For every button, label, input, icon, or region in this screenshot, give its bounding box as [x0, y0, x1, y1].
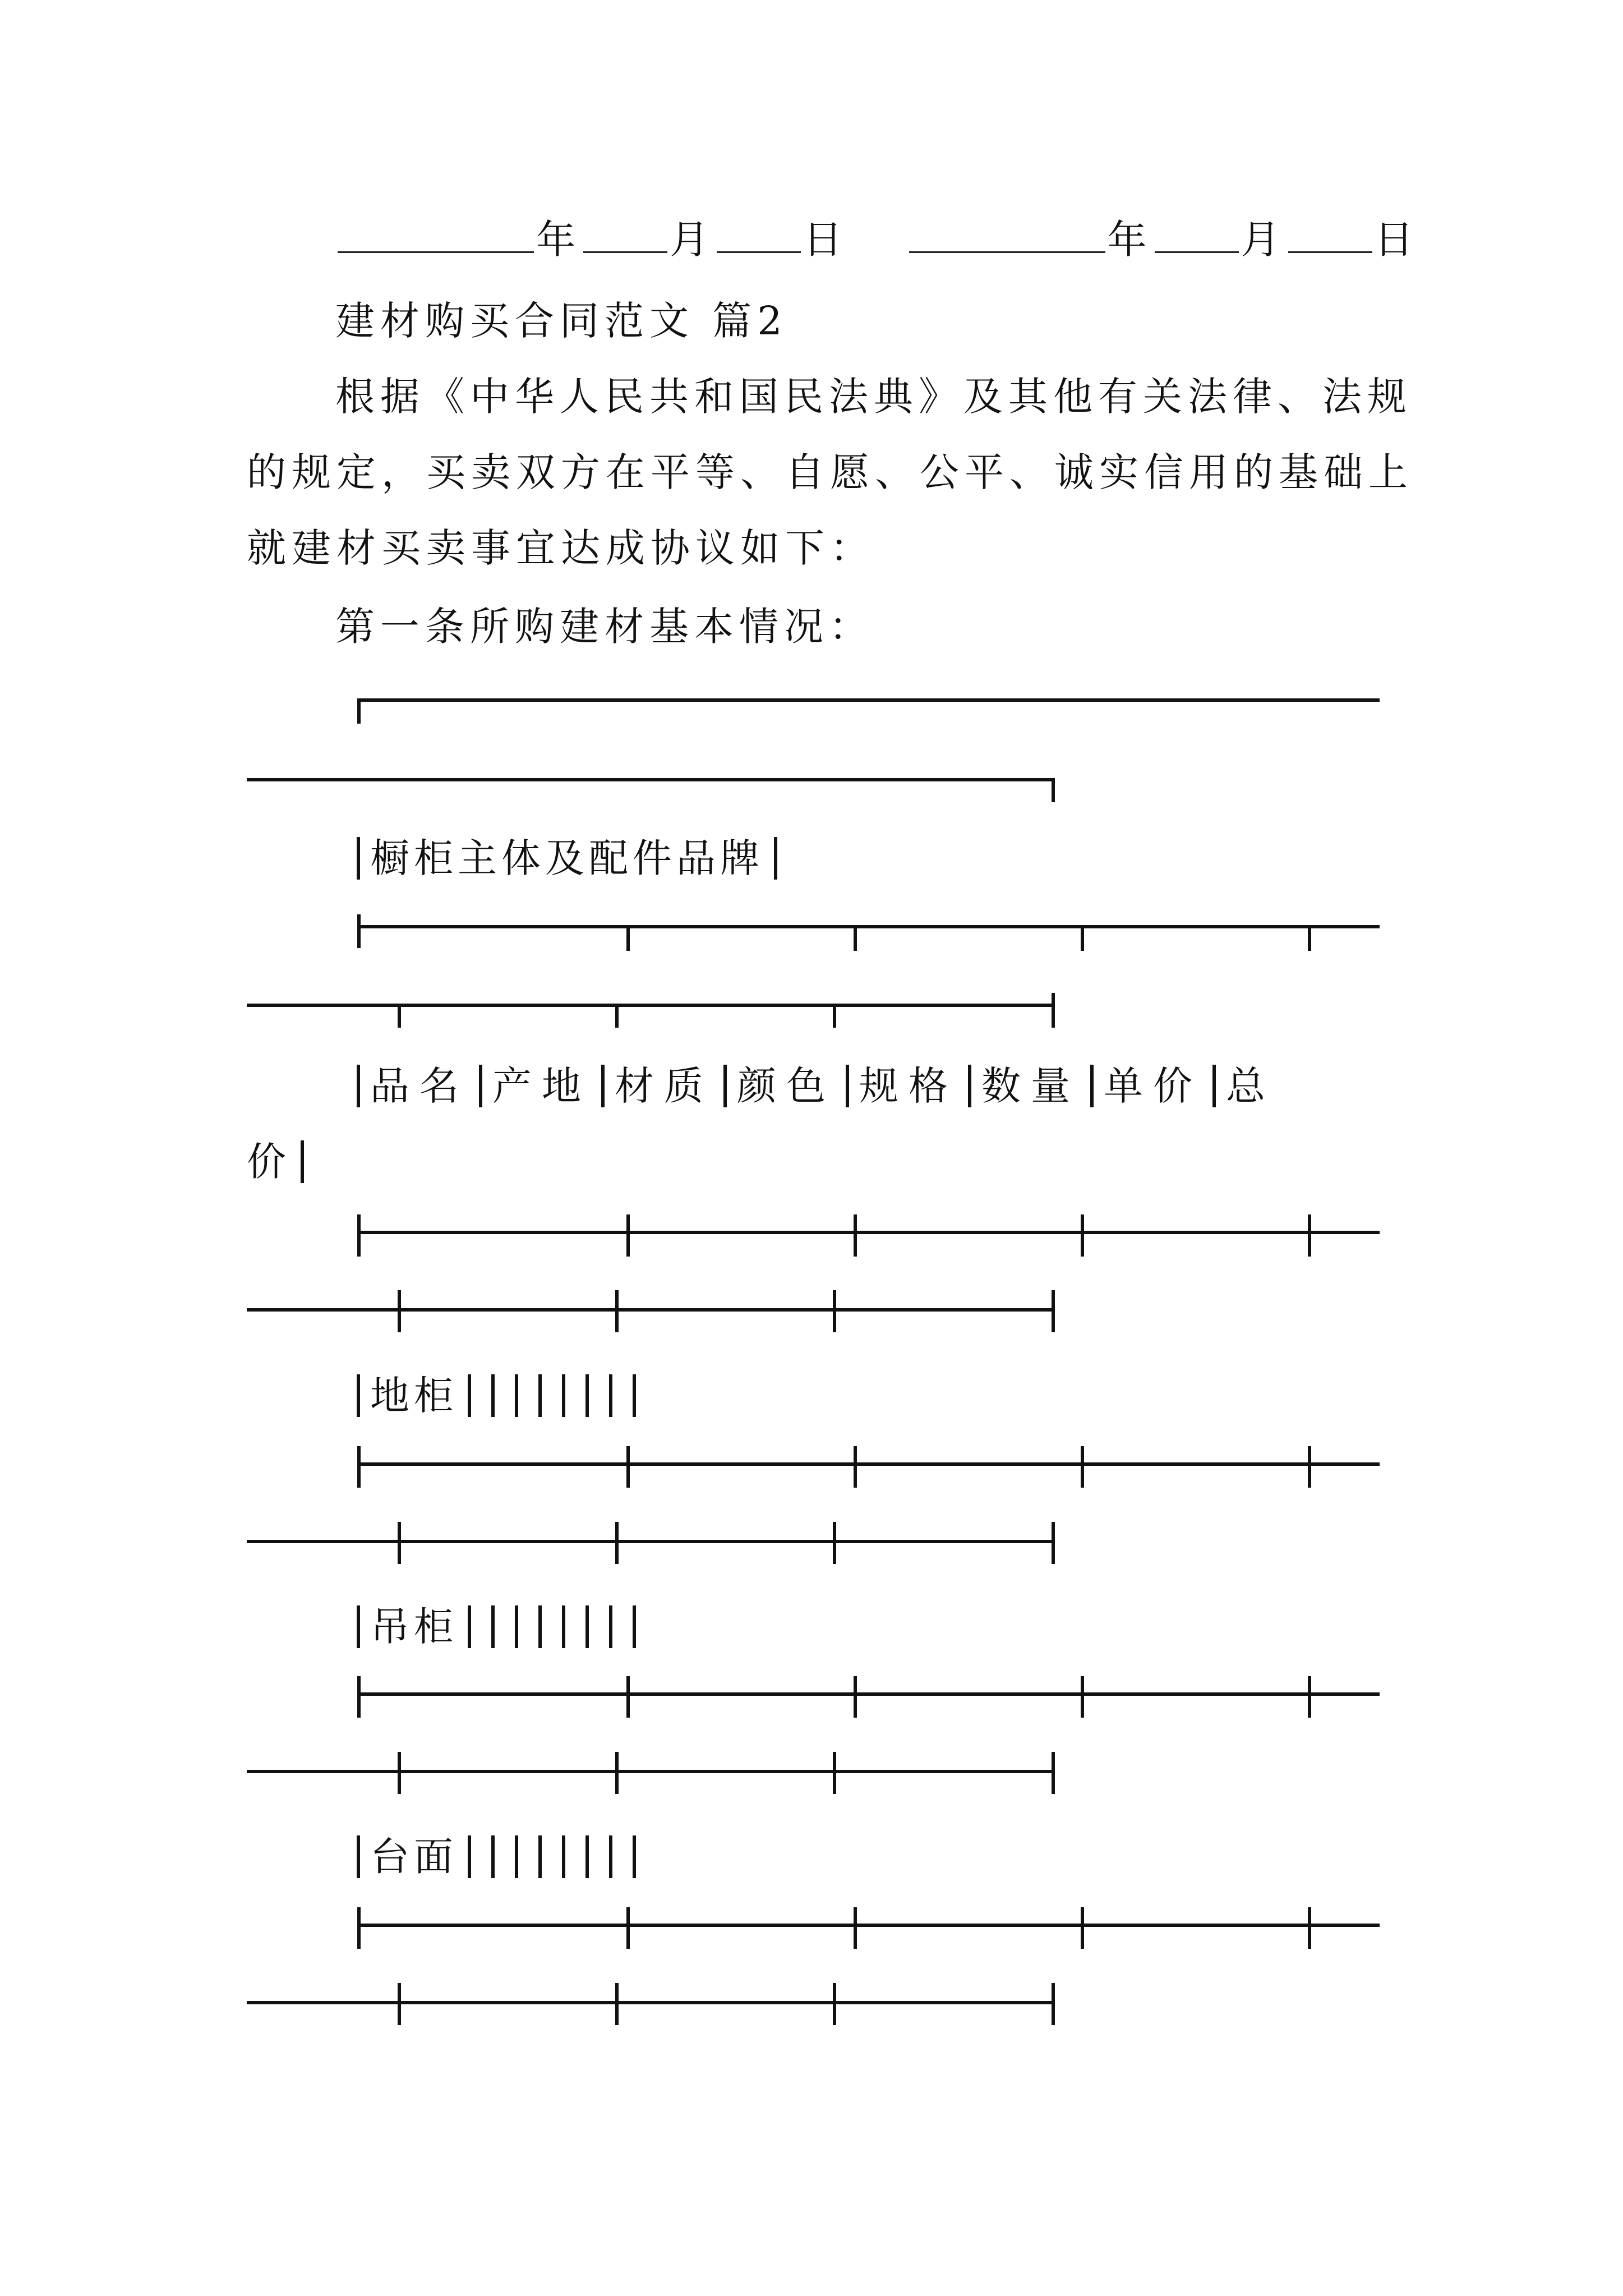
year-label-1: 年: [536, 217, 581, 263]
cell-divider: [609, 1835, 612, 1878]
table-title-row: [357, 831, 787, 882]
cell-divider: [357, 1835, 360, 1878]
cell-divider: [562, 1835, 565, 1878]
header-cell: 产地: [492, 1063, 591, 1109]
cell-divider: [968, 1065, 971, 1107]
cell-divider: [633, 1605, 636, 1648]
cell-divider: [633, 1374, 636, 1417]
cell-divider: [774, 837, 777, 880]
separator-5: [247, 1907, 1380, 2025]
table-row: [357, 1369, 646, 1419]
row-label: 台面: [370, 1834, 458, 1880]
intro-line-2: 的规定，买卖双方在平等、自愿、公平、诚实信用的基础上: [247, 449, 1413, 495]
separator-4: [247, 1676, 1380, 1794]
cell-divider: [538, 1835, 542, 1878]
header-cell: 品名: [370, 1063, 469, 1109]
cell-divider: [357, 1065, 360, 1107]
cell-divider: [633, 1835, 636, 1878]
contract-heading: 建材购买合同范文 篇2: [335, 298, 788, 344]
cell-divider: [468, 1835, 471, 1878]
cell-divider: [357, 1605, 360, 1648]
cell-divider: [468, 1374, 471, 1417]
cell-divider: [357, 1374, 360, 1417]
cell-divider: [585, 1605, 589, 1648]
header-cell: 数量: [981, 1063, 1080, 1109]
cell-divider: [491, 1374, 495, 1417]
cell-divider: [515, 1374, 518, 1417]
table-title: 橱柜主体及配件品牌: [370, 835, 764, 881]
cell-divider: [609, 1374, 612, 1417]
header-cell: 颜色: [737, 1063, 836, 1109]
table-header-row: [357, 1059, 1270, 1110]
header-cell: 材质: [615, 1063, 713, 1109]
year-label-2: 年: [1107, 217, 1152, 263]
cell-divider: [585, 1374, 589, 1417]
table-row: [357, 1600, 646, 1650]
month-label-1: 月: [670, 217, 714, 263]
cell-divider: [538, 1374, 542, 1417]
cell-divider: [562, 1374, 565, 1417]
cell-divider: [585, 1835, 589, 1878]
day-label-1: 日: [803, 217, 848, 263]
header-cell: 单价: [1104, 1063, 1202, 1109]
cell-divider: [562, 1605, 565, 1648]
row-label: 吊柜: [370, 1604, 458, 1650]
header-cell: 规格: [859, 1063, 958, 1109]
separator-2: [247, 1214, 1380, 1332]
intro-line-3: 就建材买卖事宜达成协议如下：: [247, 525, 875, 571]
header-cell: 总: [1226, 1063, 1270, 1109]
cell-divider: [515, 1835, 518, 1878]
intro-line-1: 根据《中华人民共和国民法典》及其他有关法律、法规: [335, 374, 1412, 420]
month-label-2: 月: [1241, 217, 1286, 263]
header-cell-wrap: 价: [247, 1139, 291, 1185]
cell-divider: [723, 1065, 727, 1107]
cell-divider: [515, 1605, 518, 1648]
cell-divider: [1212, 1065, 1216, 1107]
table-row: [357, 1830, 646, 1880]
cell-divider: [479, 1065, 482, 1107]
row-label: 地柜: [370, 1373, 458, 1419]
cell-divider: [1090, 1065, 1094, 1107]
cell-divider: [468, 1605, 471, 1648]
separator-1: [247, 914, 1380, 1028]
table-header-wrap: [247, 1135, 314, 1185]
separator-3: [247, 1446, 1380, 1564]
cell-divider: [491, 1605, 495, 1648]
cell-divider: [357, 837, 360, 880]
cell-divider: [609, 1605, 612, 1648]
table-top-border: [247, 698, 1380, 802]
cell-divider: [301, 1140, 304, 1183]
cell-divider: [538, 1605, 542, 1648]
day-label-2: 日: [1374, 217, 1419, 263]
article-1-heading: 第一条所购建材基本情况：: [335, 604, 874, 650]
cell-divider: [846, 1065, 849, 1107]
cell-divider: [491, 1835, 495, 1878]
cell-divider: [601, 1065, 605, 1107]
